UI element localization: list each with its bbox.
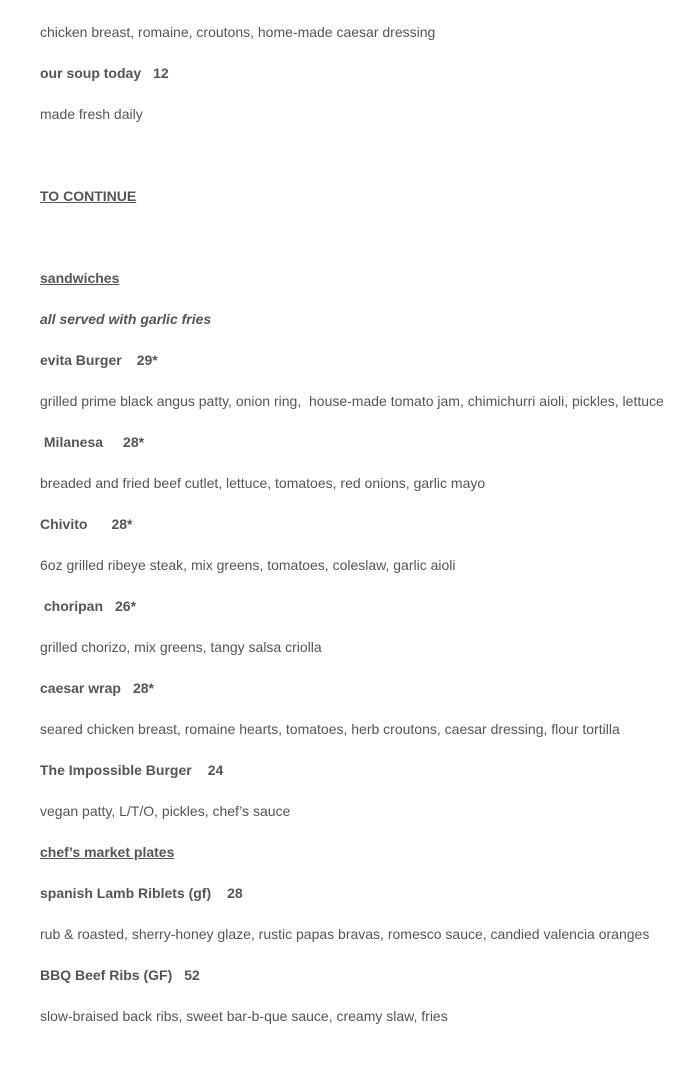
menu-item-lamb-riblets [40, 885, 243, 902]
item-name: caesar wrap [40, 680, 121, 696]
menu-item-milanesa [40, 434, 144, 451]
item-price: 28* [123, 434, 145, 450]
item-name: Chivito [40, 516, 88, 532]
chefs-market-plates-heading: chef’s market plates [40, 844, 175, 860]
item-description: slow-braised back ribs, sweet bar-b-que sauce, creamy slaw, fries [40, 1008, 448, 1024]
menu-item-bbq-beef-ribs [40, 967, 200, 984]
item-name: spanish Lamb Riblets (gf) [40, 885, 212, 901]
item-description: breaded and fried beef cutlet, lettuce, tomatoes, red onions, garlic mayo [40, 475, 486, 491]
item-name: our soup today [40, 65, 142, 81]
menu-item-impossible-burger [40, 762, 223, 779]
item-price: 28* [111, 516, 133, 532]
caesar-salad-description: chicken breast, romaine, croutons, home-made caesar dressing [40, 24, 436, 40]
menu-item-chivito [40, 516, 132, 533]
item-price: 26* [115, 598, 137, 614]
item-name: The Impossible Burger [40, 762, 192, 778]
menu-item-evita-burger [40, 352, 158, 369]
item-price: 28* [132, 680, 154, 696]
item-name: choripan [40, 598, 104, 614]
sandwiches-heading: sandwiches [40, 270, 120, 286]
item-price: 28 [227, 885, 243, 901]
item-description: 6oz grilled ribeye steak, mix greens, tomatoes, coleslaw, garlic aioli [40, 557, 456, 573]
menu-item-caesar-wrap [40, 680, 154, 697]
item-price: 29* [136, 352, 158, 368]
to-continue-heading: TO CONTINUE [40, 188, 137, 204]
item-description: grilled chorizo, mix greens, tangy salsa criolla [40, 639, 322, 655]
item-name: BBQ Beef Ribs (GF) [40, 967, 173, 983]
menu-item-soup [40, 65, 169, 82]
item-price: 52 [184, 967, 200, 983]
item-description: grilled prime black angus patty, onion ring, house-made tomato jam, chimichurri aioli, pickles, lettuce [40, 393, 664, 409]
menu-item-choripan [40, 598, 136, 615]
soup-description: made fresh daily [40, 106, 143, 122]
sandwiches-note: all served with garlic fries [40, 311, 212, 327]
item-description: seared chicken breast, romaine hearts, tomatoes, herb croutons, caesar dressing, flour tortilla [40, 721, 620, 737]
item-description: vegan patty, L/T/O, pickles, chef’s sauce [40, 803, 291, 819]
item-description: rub & roasted, sherry-honey glaze, rustic papas bravas, romesco sauce, candied valencia oranges [40, 926, 650, 942]
item-name: evita Burger [40, 352, 122, 368]
item-name: Milanesa [40, 434, 104, 450]
item-price: 24 [207, 762, 224, 778]
item-price: 12 [153, 65, 169, 81]
